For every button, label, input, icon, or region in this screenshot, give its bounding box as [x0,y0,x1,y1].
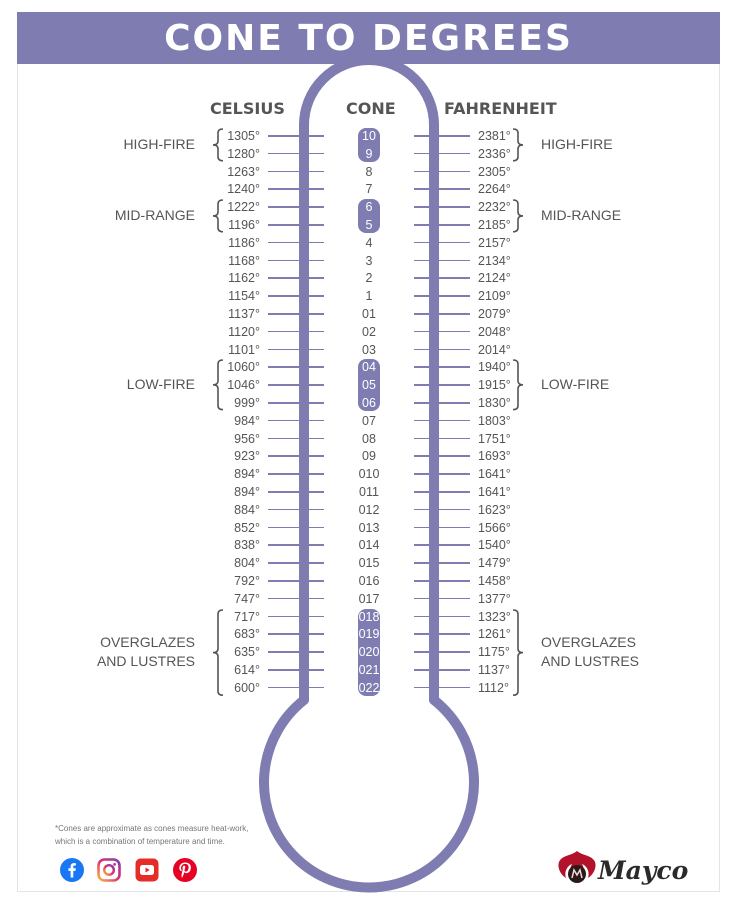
range-label-left [93,633,195,671]
fahrenheit-value: 1566° [478,520,511,535]
youtube-icon[interactable] [135,858,159,882]
brace-left-icon [211,359,227,411]
cone-header: CONE [346,99,396,118]
celsius-value: 884° [234,502,260,517]
fahrenheit-value: 1479° [478,556,511,571]
fahrenheit-value: 2109° [478,289,511,304]
celsius-value: 635° [234,645,260,660]
range-label-line: AND LUSTRES [541,653,640,670]
celsius-value: 838° [234,538,260,553]
range-label-right: MID-RANGE [541,207,622,224]
footnote [55,822,275,848]
celsius-value: 747° [234,591,260,606]
cone-number: 019 [358,627,380,642]
celsius-value: 1162° [228,271,260,286]
tick-line-left [268,349,324,351]
cone-number: 7 [365,182,373,197]
table-row [0,430,736,448]
celsius-value: 1280° [227,146,260,161]
brace-right-icon [510,199,526,233]
cone-number: 017 [358,591,380,606]
fahrenheit-value: 2014° [478,342,511,357]
tick-line-right [414,633,470,635]
table-row [0,465,736,483]
celsius-value: 1305° [227,129,260,143]
cone-number: 05 [362,378,376,393]
tick-line-right [414,242,470,244]
table-row [0,572,736,590]
tick-line-left [268,455,324,457]
cone-number: 5 [365,218,373,232]
range-label-line: OVERGLAZES [100,634,195,651]
cone-number: 4 [365,235,373,250]
table-row [0,590,736,608]
celsius-value: 852° [234,520,260,535]
tick-line-left [268,313,324,315]
table-row [0,323,736,341]
tick-line-left [268,277,324,279]
tick-line-right [414,188,470,190]
table-row [0,554,736,572]
tick-line-right [414,687,470,689]
celsius-value: 894° [234,467,260,482]
fahrenheit-value: 1751° [478,431,511,446]
celsius-value: 956° [234,431,260,446]
tick-line-right [414,473,470,475]
tick-line-left [268,669,324,671]
cone-number: 010 [358,467,380,482]
fahrenheit-value: 1940° [478,360,511,375]
fahrenheit-value: 1137° [478,663,510,677]
table-row [0,501,736,519]
tick-line-left [268,420,324,422]
brace-left-icon [211,609,227,696]
table-row [0,483,736,501]
fahrenheit-value: 2157° [478,235,511,250]
tick-line-left [268,527,324,529]
fahrenheit-value: 2048° [478,324,511,339]
cone-number: 6 [365,200,373,215]
cone-number: 012 [358,502,380,517]
tick-line-right [414,366,470,368]
tick-line-right [414,135,470,137]
tick-line-right [414,384,470,386]
brace-right-icon [510,359,526,411]
cone-number: 1 [365,289,373,304]
mayco-logo-icon [556,848,598,888]
tick-line-left [268,509,324,511]
range-label-line: AND LUSTRES [96,653,195,670]
celsius-value: 1222° [227,200,260,215]
tick-line-right [414,295,470,297]
fahrenheit-value: 1803° [478,413,511,428]
brace-left-icon [211,199,227,233]
table-row [0,180,736,198]
fahrenheit-value: 2134° [478,253,511,268]
fahrenheit-value: 2079° [478,307,511,321]
tick-line-left [268,171,324,173]
fahrenheit-value: 1641° [478,467,511,482]
cone-number: 021 [358,663,380,677]
tick-line-left [268,242,324,244]
celsius-value: 804° [234,556,260,571]
cone-number: 08 [362,431,376,446]
tick-line-right [414,420,470,422]
pinterest-icon[interactable] [173,858,197,882]
fahrenheit-value: 1112° [478,680,509,695]
tick-line-left [268,651,324,653]
tick-line-left [268,687,324,689]
cone-number: 015 [358,556,380,571]
celsius-value: 683° [234,627,260,642]
table-row [0,269,736,287]
cone-number: 06 [362,396,376,410]
celsius-value: 1168° [228,253,260,268]
tick-line-left [268,491,324,493]
tick-line-right [414,509,470,511]
table-row [0,341,736,359]
celsius-value: 1154° [228,289,260,304]
fahrenheit-value: 2124° [478,271,511,286]
range-label-line: OVERGLAZES [541,634,636,651]
celsius-value: 1046° [227,378,260,393]
cone-number: 2 [365,271,373,286]
celsius-value: 717° [234,609,260,624]
table-row [0,608,736,626]
table-row [0,287,736,305]
tick-line-right [414,349,470,351]
cone-number: 022 [358,680,380,695]
tick-line-right [414,277,470,279]
fahrenheit-value: 1641° [478,485,511,499]
fahrenheit-value: 1323° [478,609,511,624]
tick-line-left [268,295,324,297]
cone-number: 01 [362,307,376,321]
celsius-value: 1120° [228,324,260,339]
range-label-left: LOW-FIRE [126,376,195,393]
tick-line-right [414,260,470,262]
celsius-value: 1137° [228,307,260,321]
tick-line-right [414,527,470,529]
tick-line-left [268,366,324,368]
tick-line-right [414,455,470,457]
fahrenheit-value: 1175° [478,645,510,660]
fahrenheit-value: 2305° [478,164,511,179]
tick-line-left [268,562,324,564]
celsius-value: 1196° [228,218,260,232]
tick-line-left [268,616,324,618]
fahrenheit-value: 1915° [478,378,511,393]
footnote-line-1: *Cones are approximate as cones measure heat-work, [55,824,249,833]
tick-line-right [414,224,470,226]
tick-line-right [414,438,470,440]
brace-left-icon [211,128,227,162]
cone-number: 018 [358,609,380,624]
cone-number: 014 [358,538,380,553]
facebook-icon[interactable] [60,858,84,882]
tick-line-left [268,384,324,386]
cone-number: 03 [362,342,376,357]
brace-right-icon [510,609,526,696]
tick-line-right [414,544,470,546]
tick-line-left [268,438,324,440]
table-row [0,305,736,323]
fahrenheit-value: 1693° [478,449,511,464]
table-row [0,447,736,465]
cone-number: 020 [358,645,380,660]
celsius-value: 999° [234,396,260,410]
table-row [0,234,736,252]
celsius-header: CELSIUS [210,99,285,118]
tick-line-left [268,633,324,635]
table-row [0,358,736,376]
fahrenheit-value: 1540° [478,538,511,553]
tick-line-right [414,402,470,404]
celsius-value: 984° [234,413,260,428]
fahrenheit-value: 1623° [478,502,511,517]
fahrenheit-value: 1458° [478,574,511,588]
table-row [0,163,736,181]
tick-line-left [268,473,324,475]
tick-line-left [268,260,324,262]
tick-line-right [414,491,470,493]
table-row [0,536,736,554]
cone-number: 10 [362,129,376,143]
celsius-value: 1240° [227,182,260,197]
tick-line-right [414,598,470,600]
range-label-right [541,633,651,671]
cone-number: 04 [362,360,376,375]
tick-line-left [268,206,324,208]
tick-line-left [268,402,324,404]
tick-line-right [414,171,470,173]
tick-line-left [268,153,324,155]
fahrenheit-header: FAHRENHEIT [444,99,557,118]
tick-line-right [414,616,470,618]
celsius-value: 792° [234,574,260,588]
tick-line-left [268,598,324,600]
cone-number: 013 [358,520,380,535]
celsius-value: 1060° [227,360,260,375]
range-label-right: HIGH-FIRE [541,135,613,152]
celsius-value: 1101° [228,342,260,357]
page-title: CONE TO DEGREES [17,12,720,64]
cone-number: 3 [365,253,373,268]
celsius-value: 1186° [228,235,260,250]
celsius-value: 894° [234,485,260,499]
footnote-line-2: which is a combination of temperature and time. [55,837,225,846]
fahrenheit-value: 1377° [478,591,511,606]
table-row [0,679,736,697]
brace-right-icon [510,128,526,162]
fahrenheit-value: 2381° [478,129,511,143]
tick-line-right [414,669,470,671]
tick-line-right [414,313,470,315]
table-row [0,394,736,412]
fahrenheit-value: 1830° [478,396,511,410]
cone-number: 8 [365,164,373,179]
fahrenheit-value: 2336° [478,146,511,161]
cone-number: 016 [358,574,380,588]
tick-line-left [268,331,324,333]
cone-number: 09 [362,449,376,464]
tick-line-right [414,206,470,208]
tick-line-right [414,153,470,155]
cone-number: 02 [362,324,376,339]
cone-number: 9 [365,146,373,161]
celsius-value: 600° [234,680,260,695]
range-label-right: LOW-FIRE [541,376,610,393]
tick-line-right [414,331,470,333]
tick-line-right [414,580,470,582]
fahrenheit-value: 1261° [478,627,511,642]
celsius-value: 614° [234,663,260,677]
fahrenheit-value: 2264° [478,182,511,197]
tick-line-right [414,562,470,564]
instagram-icon[interactable] [97,858,121,882]
celsius-value: 1263° [227,164,260,179]
range-label-left: HIGH-FIRE [123,135,195,152]
table-row [0,252,736,270]
tick-line-left [268,224,324,226]
tick-line-left [268,544,324,546]
range-label-left: MID-RANGE [114,207,195,224]
tick-line-left [268,580,324,582]
tick-line-left [268,135,324,137]
celsius-value: 923° [234,449,260,464]
fahrenheit-value: 2232° [478,200,511,215]
tick-line-left [268,188,324,190]
tick-line-right [414,651,470,653]
table-row [0,412,736,430]
brand-name: Mayco [598,856,689,885]
fahrenheit-value: 2185° [478,218,511,232]
table-row [0,519,736,537]
cone-number: 011 [359,485,379,499]
cone-number: 07 [362,413,376,428]
